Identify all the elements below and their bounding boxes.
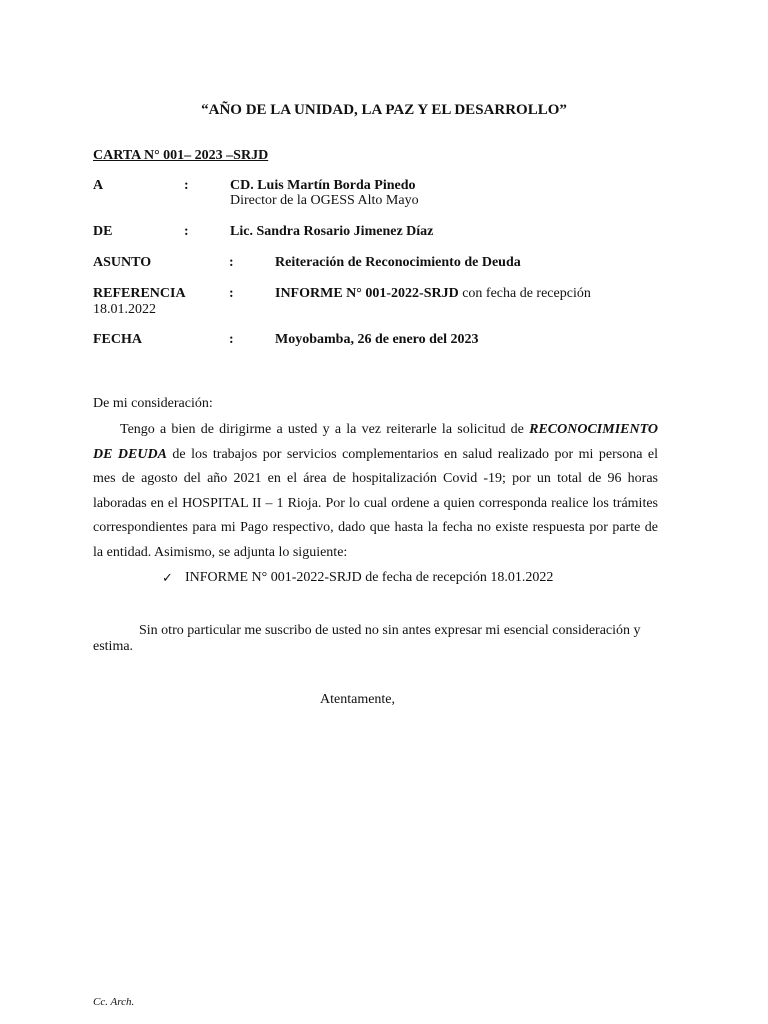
reference-value-bold: INFORME N° 001-2022-SRJD — [275, 286, 459, 301]
body-line-3: mes de agosto del año 2021 en el área de hospitalización Covid -19; por un total de 96 horas — [93, 471, 658, 486]
recipient-colon: : — [184, 178, 189, 193]
closing-line-2: estima. — [93, 639, 134, 654]
body-line-1-emphasis: RECONOCIMIENTO — [529, 422, 658, 437]
body-line-6: la entidad. Asimismo, se adjunta lo siguiente: — [93, 544, 348, 560]
attachment-item: INFORME N° 001-2022-SRJD de fecha de recepción 18.01.2022 — [185, 570, 554, 585]
body-line-5: correspondientes para mi Pago respectivo, dado que hasta la fecha no existe respuesta por parte de — [93, 520, 658, 535]
date-colon: : — [229, 332, 234, 347]
reference-value-continued: 18.01.2022 — [93, 302, 156, 317]
recipient-title: Director de la OGESS Alto Mayo — [230, 193, 419, 208]
copy-note: Cc. Arch. — [93, 996, 135, 1008]
recipient-label: A — [93, 178, 104, 193]
body-line-4: laboradas en el HOSPITAL II – 1 Rioja. Por lo cual ordene a quien corresponda realice los trámites — [93, 495, 658, 511]
year-motto: “AÑO DE LA UNIDAD, LA PAZ Y EL DESARROLLO” — [201, 102, 567, 118]
subject-label: ASUNTO — [93, 255, 152, 270]
salutation: De mi consideración: — [93, 396, 213, 411]
sender-colon: : — [184, 224, 189, 239]
body-line-2-text: de los trabajos por servicios complementarios en salud realizado por mi persona el — [166, 446, 658, 462]
subject-value: Reiteración de Reconocimiento de Deuda — [275, 255, 521, 270]
check-mark-icon: ✓ — [162, 571, 173, 586]
subject-colon: : — [229, 255, 234, 270]
body-line-1-text: Tengo a bien de dirigirme a usted y a la vez reiterarle la solicitud de — [120, 422, 530, 437]
recipient-name: CD. Luis Martín Borda Pinedo — [230, 178, 416, 193]
date-label: FECHA — [93, 332, 142, 347]
reference-label: REFERENCIA — [93, 286, 186, 301]
reference-value — [275, 286, 591, 302]
closing-line-1: Sin otro particular me suscribo de usted no sin antes expresar mi esencial consideración y — [139, 623, 641, 638]
body-paragraph — [93, 418, 658, 565]
reference-colon: : — [229, 286, 234, 301]
sender-name: Lic. Sandra Rosario Jimenez Díaz — [230, 224, 434, 239]
letter-reference: CARTA N° 001– 2023 –SRJD — [93, 148, 269, 163]
body-line-2-emphasis: DE DEUDA — [93, 446, 167, 462]
reference-value-rest: con fecha de recepción — [458, 286, 591, 301]
body-line-2 — [93, 443, 658, 468]
farewell: Atentamente, — [320, 692, 396, 707]
date-value: Moyobamba, 26 de enero del 2023 — [275, 332, 479, 347]
body-line-1 — [93, 418, 658, 443]
sender-label: DE — [93, 224, 113, 239]
